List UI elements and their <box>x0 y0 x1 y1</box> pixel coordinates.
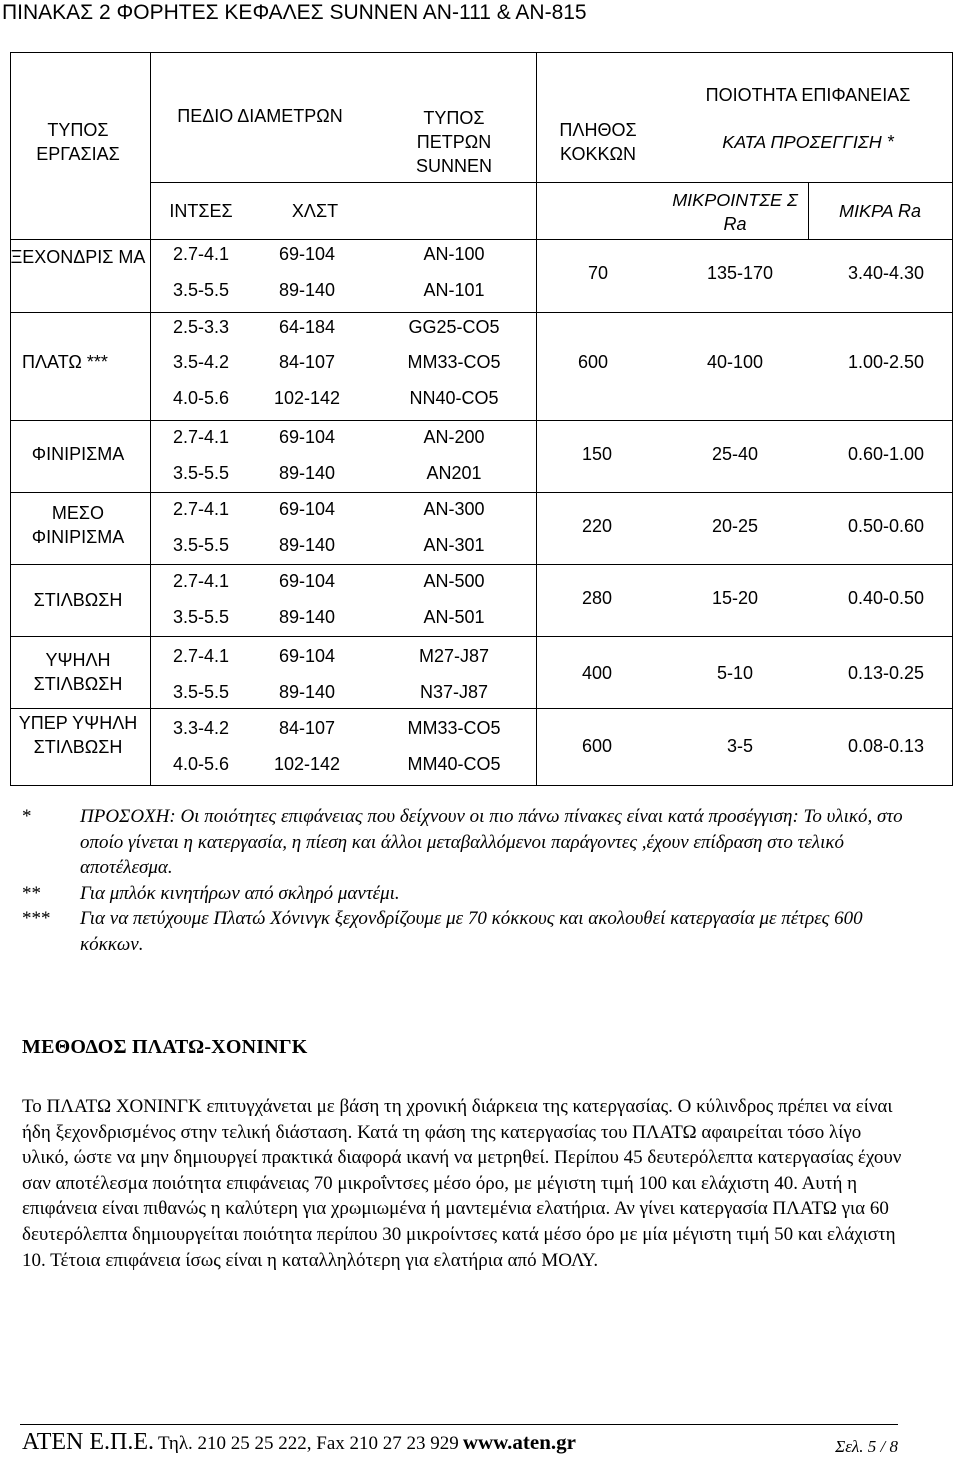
cell-stone: AN-100 <box>423 244 485 264</box>
row-label: ΜΕΣΟ ΦΙΝΙΡΙΣΜΑ <box>31 503 125 547</box>
cell-stone: AN-501 <box>423 607 485 627</box>
cell-mm: 89-140 <box>278 463 336 483</box>
cell-inches: 2.7-4.1 <box>173 499 230 519</box>
cell-stone: AN-200 <box>423 427 485 447</box>
header-grit: ΠΛΗΘΟΣ ΚΟΚΚΩΝ <box>559 120 637 164</box>
cell-stone: M27-J87 <box>418 646 490 666</box>
cell-inches: 3.5-5.5 <box>173 280 230 300</box>
cell-mm: 64-184 <box>278 317 336 337</box>
note-text: ΠΡΟΣΟΧΗ: Οι ποιότητες επιφάνειας που δείχνουν οι πιο πάνω πίνακες είναι κατά προσέγγιση: Το υλικό, στο οποίο γίνεται η κατεργασία, η πίεση και άλλοι μεταβαλλόμενοι παράγοντες ,έχουν επίδραση στο τελικό αποτέλεσμα. <box>80 806 903 878</box>
cell-ra: 0.40-0.50 <box>848 588 925 608</box>
cell-grit: 70 <box>588 263 609 283</box>
cell-inches: 3.5-4.2 <box>173 352 230 372</box>
cell-inches: 3.5-5.5 <box>173 607 230 627</box>
cell-stone: AN-300 <box>423 499 485 519</box>
cell-inches: 3.3-4.2 <box>173 718 230 738</box>
page-title: ΠΙΝΑΚΑΣ 2 ΦΟΡΗΤΕΣ ΚΕΦΑΛΕΣ SUNNEN AN-111 & AN-815 <box>2 1 587 24</box>
cell-mm: 69-104 <box>278 499 336 519</box>
cell-stone: MM40-CO5 <box>407 754 501 774</box>
cell-stone: N37-J87 <box>419 682 489 702</box>
row-label: ΣΤΙΛΒΩΣΗ <box>33 590 123 610</box>
notes <box>22 804 922 957</box>
cell-mm: 89-140 <box>278 682 336 702</box>
header-stone-type: ΤΥΠΟΣ ΠΕΤΡΩΝ SUNNEN <box>415 108 492 176</box>
header-approx: ΚΑΤΑ ΠΡΟΣΕΓΓΙΣΗ * <box>722 132 894 152</box>
cell-microinch: 135-170 <box>706 263 774 283</box>
note <box>22 804 922 881</box>
note-mark: ** <box>22 882 41 904</box>
footer-website[interactable]: www.aten.gr <box>462 1430 576 1454</box>
row-label: ΥΨΗΛΗ ΣΤΙΛΒΩΣΗ <box>33 650 123 694</box>
cell-inches: 4.0-5.6 <box>173 388 230 408</box>
cell-mm: 102-142 <box>273 754 341 774</box>
row-label: ΠΛΑΤΩ *** <box>22 352 108 372</box>
note-mark: *** <box>22 908 51 929</box>
cell-ra: 1.00-2.50 <box>848 352 925 372</box>
cell-inches: 3.5-5.5 <box>173 682 230 702</box>
cell-microinch: 40-100 <box>706 352 764 372</box>
cell-ra: 0.08-0.13 <box>848 736 925 756</box>
method-heading: ΜΕΘΟΔΟΣ ΠΛΑΤΩ-ΧΟΝΙΝΓΚ <box>22 1036 308 1058</box>
cell-inches: 2.7-4.1 <box>173 427 230 447</box>
cell-grit: 400 <box>582 663 613 683</box>
row-label: ΦΙΝΙΡΙΣΜΑ <box>31 444 125 464</box>
cell-mm: 84-107 <box>278 352 336 372</box>
cell-mm: 89-140 <box>278 535 336 555</box>
cell-stone: MM33-CO5 <box>407 718 501 738</box>
cell-grit: 600 <box>582 736 613 756</box>
method-body: Το ΠΛΑΤΩ ΧΟΝΙΝΓΚ επιτυγχάνεται με βάση τη χρονική διάρκεια της κατεργασίας. Ο κύλινδρος πρέπει να είναι ήδη ξεχονδρισμένος στην τελική διάσταση. Κατά τη φάση της κατεργασίας του ΠΛΑΤΩ αφαιρείται τόσο λίγο υλικό, ώστε να μην δημιουργεί πρακτικά διαφορά ικανή να μετρηθεί. Περίπου 45 δευτερόλεπτα κατεργασίας έχουν σαν αποτέλεσμα ποιότητα επιφάνειας 70 μικροΐντσες μέσο όρο, με μέγιστη τιμή 100 και ελάχιστη 40. Αυτή η επιφάνεια είναι πιθανώς η καλύτερη για χρωμιωμένα ή μαντεμένια ελατήρια. Αν γίνει κατεργασία ΠΛΑΤΩ για 60 δευτερόλεπτα δημιουργείται ποιότητα περίπου 30 μικροίντσες κατά μέσο όρο με μία μέγιστη τιμή 50 και ελάχιστη 10. Τέτοια επιφάνεια ίσως είναι η καταλληλότερη για ελατήρια από ΜΟΛΥ. <box>22 1096 902 1271</box>
cell-grit: 280 <box>582 588 613 608</box>
row-label: ΞΕΧΟΝΔΡΙΣ ΜΑ <box>10 247 146 267</box>
note-mark: * <box>22 806 32 827</box>
cell-inches: 2.5-3.3 <box>173 317 230 337</box>
note-text: Για να πετύχουμε Πλατώ Χόνινγκ ξεχονδρίζουμε με 70 κόκκους και ακολουθεί κατεργασία με πέτρες 600 κόκκων. <box>80 908 863 955</box>
row-label: ΥΠΕΡ ΥΨΗΛΗ ΣΤΙΛΒΩΣΗ <box>18 713 138 757</box>
note <box>22 881 922 907</box>
cell-inches: 2.7-4.1 <box>173 646 230 666</box>
cell-ra: 3.40-4.30 <box>848 263 925 283</box>
header-mm: ΧΛΣΤ <box>291 201 339 221</box>
cell-grit: 150 <box>582 444 613 464</box>
header-work-type: ΤΥΠΟΣ ΕΡΓΑΣΙΑΣ <box>36 120 120 164</box>
header-inches: ΙΝΤΣΕΣ <box>169 201 233 221</box>
cell-grit: 220 <box>582 516 613 536</box>
cell-microinch: 20-25 <box>711 516 759 536</box>
footer-company: ΑΤΕΝ Ε.Π.Ε. <box>22 1429 154 1455</box>
footer-divider <box>20 1424 898 1425</box>
note <box>22 906 922 957</box>
footer-contact: Τηλ. 210 25 25 222, Fax 210 27 23 929 <box>158 1433 459 1454</box>
cell-mm: 69-104 <box>278 427 336 447</box>
cell-mm: 69-104 <box>278 571 336 591</box>
cell-mm: 89-140 <box>278 607 336 627</box>
note-text: Για μπλόκ κινητήρων από σκληρό μαντέμι. <box>80 882 400 904</box>
cell-mm: 69-104 <box>278 244 336 264</box>
cell-mm: 69-104 <box>278 646 336 666</box>
cell-inches: 4.0-5.6 <box>173 754 230 774</box>
cell-microinch: 25-40 <box>711 444 759 464</box>
cell-stone: AN-101 <box>423 280 485 300</box>
cell-microinch: 15-20 <box>711 588 759 608</box>
cell-ra: 0.50-0.60 <box>848 516 925 536</box>
cell-grit: 600 <box>578 352 609 372</box>
cell-mm: 89-140 <box>278 280 336 300</box>
cell-mm: 102-142 <box>273 388 341 408</box>
cell-stone: GG25-CO5 <box>408 317 500 337</box>
header-microinch: ΜΙΚΡΟΙΝΤΣΕ Σ Ra <box>672 190 798 234</box>
cell-inches: 3.5-5.5 <box>173 463 230 483</box>
header-surface-quality: ΠΟΙΟΤΗΤΑ ΕΠΙΦΑΝΕΙΑΣ <box>705 85 911 105</box>
cell-ra: 0.60-1.00 <box>848 444 925 464</box>
header-micro-ra: ΜΙΚΡΑ Ra <box>838 201 922 221</box>
cell-ra: 0.13-0.25 <box>848 663 925 683</box>
footer-page-number: Σελ. 5 / 8 <box>835 1437 898 1456</box>
cell-stone: NN40-CO5 <box>409 388 499 408</box>
data-table <box>10 52 953 786</box>
cell-microinch: 5-10 <box>716 663 754 683</box>
cell-stone: MM33-CO5 <box>407 352 501 372</box>
cell-stone: AN-301 <box>423 535 485 555</box>
header-diameter-range: ΠΕΔΙΟ ΔΙΑΜΕΤΡΩΝ <box>177 106 343 126</box>
cell-inches: 3.5-5.5 <box>173 535 230 555</box>
cell-inches: 2.7-4.1 <box>173 571 230 591</box>
cell-microinch: 3-5 <box>726 736 754 756</box>
cell-stone: AN-500 <box>423 571 485 591</box>
footer <box>22 1429 900 1459</box>
cell-mm: 84-107 <box>278 718 336 738</box>
cell-inches: 2.7-4.1 <box>173 244 230 264</box>
cell-stone: AN201 <box>426 463 482 483</box>
